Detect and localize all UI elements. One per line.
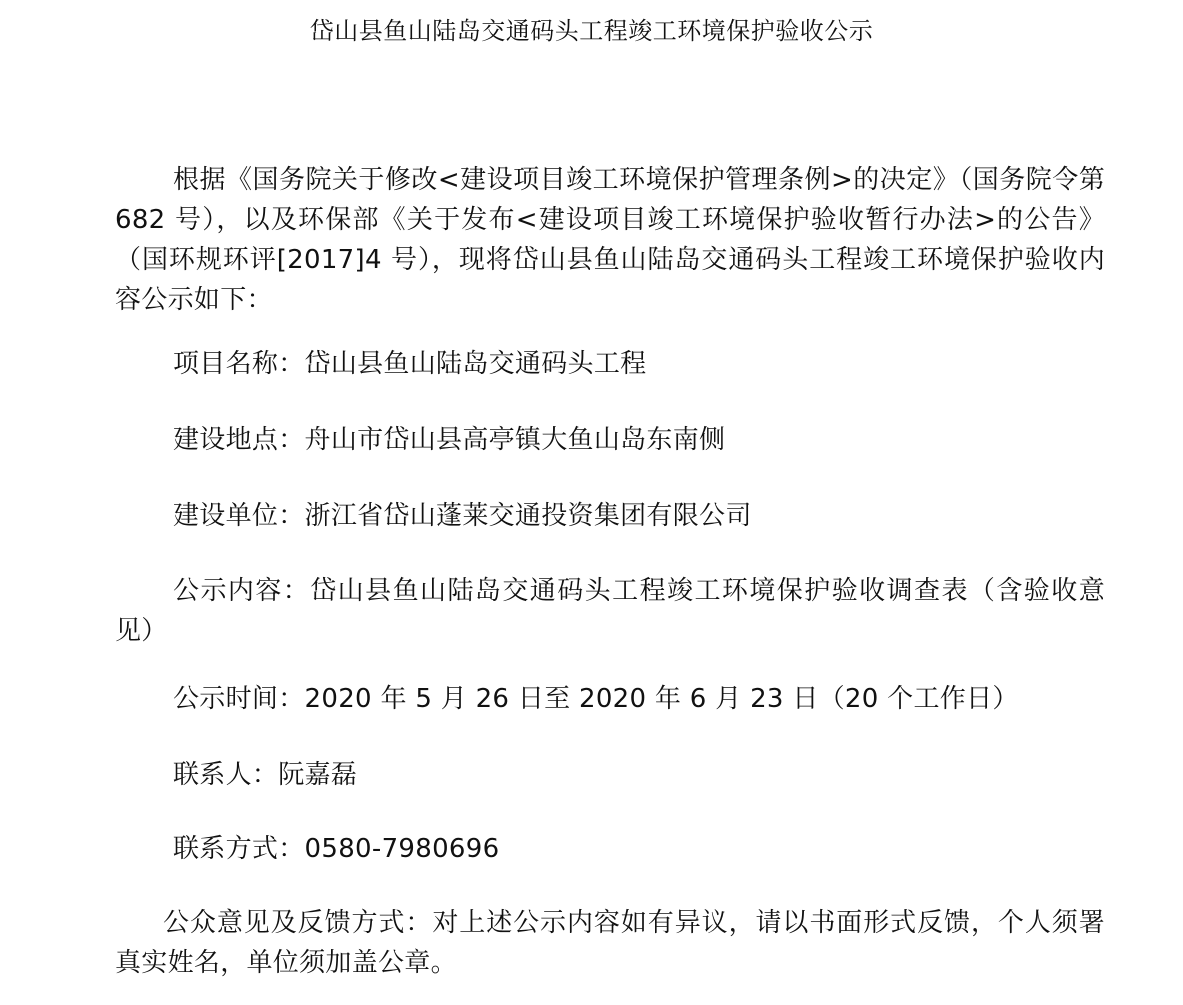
- contact-person-value: 阮嘉磊: [278, 760, 358, 790]
- construction-site-value: 舟山市岱山县高亭镇大鱼山岛东南侧: [304, 425, 726, 455]
- feedback-paragraph: [115, 903, 1105, 983]
- public-content-value: 岱山县鱼山陆岛交通码头工程竣工环境保护验收调查表（含验收意见）: [115, 576, 1105, 646]
- public-time-value: 2020 年 5 月 26 日至 2020 年 6 月 23 日（20 个工作日）: [304, 684, 1019, 714]
- construction-site-label: 建设地点：: [173, 425, 305, 455]
- contact-method-value: 0580-7980696: [304, 834, 500, 864]
- construction-unit-line: [173, 496, 1105, 536]
- public-content-line: [115, 571, 1105, 651]
- contact-method-line: [173, 829, 1105, 869]
- intro-paragraph: 根据《国务院关于修改<建设项目竣工环境保护管理条例>的决定》（国务院令第 682 号），以及环保部《关于发布<建设项目竣工环境保护验收暂行办法>的公告》（国环规环评[2017]4 号），现将岱山县鱼山陆岛交通码头工程竣工环境保护验收内容公示如下：: [115, 165, 1105, 315]
- document-title: 岱山县鱼山陆岛交通码头工程竣工环境保护验收公示: [309, 17, 874, 45]
- contact-person-label: 联系人：: [173, 760, 279, 790]
- construction-unit-label: 建设单位：: [173, 501, 305, 531]
- contact-method-label: 联系方式：: [173, 834, 305, 864]
- feedback-value: 对上述公示内容如有异议，请以书面形式反馈，个人须署真实姓名，单位须加盖公章。: [115, 908, 1105, 978]
- construction-site-line: [173, 420, 1105, 460]
- public-time-label: 公示时间：: [173, 684, 305, 714]
- feedback-label: 公众意见及反馈方式：: [163, 908, 433, 938]
- public-content-label: 公示内容：: [173, 576, 311, 606]
- project-name-label: 项目名称：: [173, 349, 305, 379]
- contact-person-line: [173, 755, 1105, 795]
- project-name-value: 岱山县鱼山陆岛交通码头工程: [304, 349, 647, 379]
- public-time-line: [173, 679, 1105, 719]
- project-name-line: [173, 344, 1105, 384]
- construction-unit-value: 浙江省岱山蓬莱交通投资集团有限公司: [304, 501, 752, 531]
